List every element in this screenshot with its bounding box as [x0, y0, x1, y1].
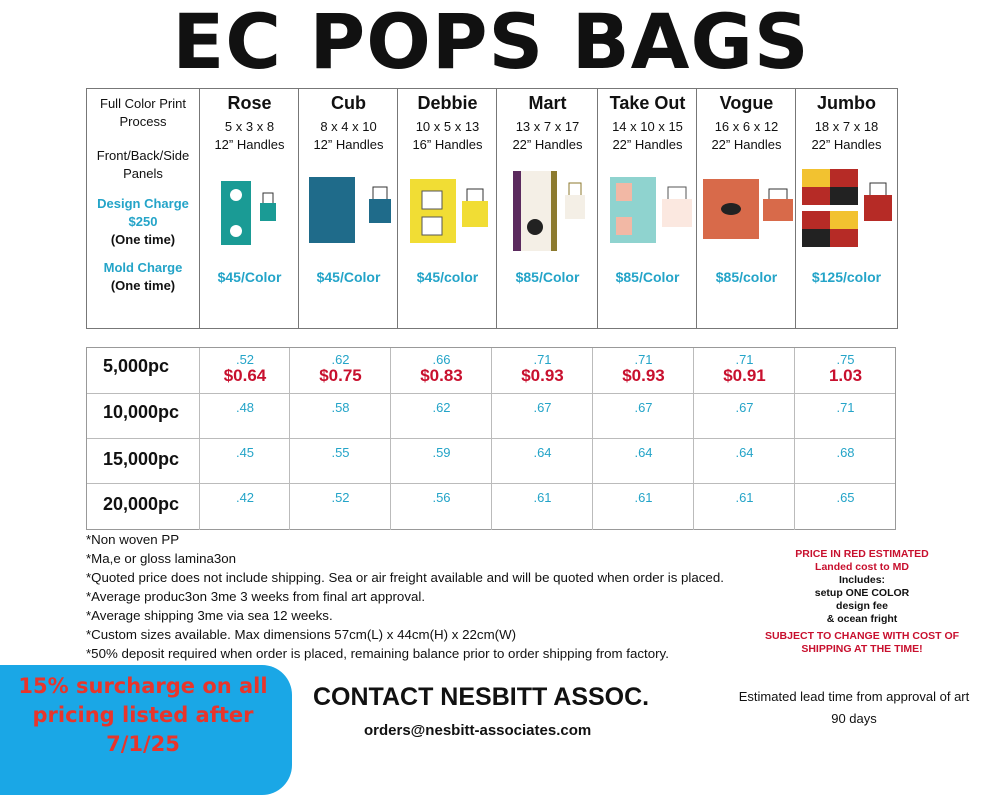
price-cell: .71 $0.93: [491, 348, 593, 393]
price-cell: .45: [199, 439, 290, 484]
price-cell: .71 $0.93: [592, 348, 694, 393]
price-cell: .67: [491, 394, 593, 439]
bag-column-rose: [199, 89, 299, 328]
bag-name: Cub: [331, 93, 366, 113]
price-cell: .65: [794, 484, 896, 530]
price-cell: .71: [794, 394, 896, 439]
price-row-5000: [87, 348, 895, 393]
take-out-bag-image: [608, 169, 696, 249]
bag-spec-table: [86, 88, 898, 329]
price-cell: .52: [289, 484, 391, 530]
mold-price: $85/Color: [615, 269, 680, 285]
price-cell: .48: [199, 394, 290, 439]
bag-dims: 13 x 7 x 17 22” Handles: [512, 119, 583, 152]
estimated-price-note: PRICE IN RED ESTIMATED Landed cost to MD Includes: setup ONE COLOR design fee & ocean fright SUBJECT TO CHANGE WITH COST OF SHIPPING AT THE TIME!: [764, 548, 960, 655]
price-cell: .67: [693, 394, 795, 439]
price-cell: .61: [491, 484, 593, 530]
debbie-bag-image: [406, 169, 496, 249]
price-cell: .75 1.03: [794, 348, 896, 393]
note-item: *Custom sizes available. Max dimensions 57cm(L) x 44cm(H) x 22cm(W): [86, 627, 517, 642]
bag-dims: 5 x 3 x 8 12” Handles: [214, 119, 285, 152]
qty-label: 5,000pc: [103, 356, 170, 376]
price-cell: .67: [592, 394, 694, 439]
price-cell: .66 $0.83: [390, 348, 492, 393]
notes-list: [86, 530, 724, 663]
price-table: [86, 347, 896, 530]
price-cell: .52 $0.64: [199, 348, 290, 393]
page-title: EC POPS BAGS: [172, 0, 810, 86]
bag-name: Jumbo: [816, 93, 876, 113]
mart-bag-image: [511, 165, 595, 255]
mold-charge-label: Mold Charge (One time): [103, 260, 183, 293]
design-charge-label: Design Charge $250 (One time): [97, 196, 189, 247]
bag-column-jumbo: [795, 89, 897, 328]
bag-name: Vogue: [719, 93, 774, 113]
mold-price: $125/color: [811, 269, 882, 285]
bag-dims: 16 x 6 x 12 22” Handles: [711, 119, 782, 152]
price-cell: .61: [693, 484, 795, 530]
qty-label: 10,000pc: [103, 402, 180, 422]
note-item: *Quoted price does not include shipping. Sea or air freight available and will be quoted when order is placed.: [86, 570, 724, 585]
bag-name: Rose: [227, 93, 272, 113]
qty-label: 15,000pc: [103, 449, 180, 469]
bag-column-cub: [298, 89, 398, 328]
jumbo-bag-image: [800, 165, 896, 253]
surcharge-text: 15% surcharge on all pricing listed after 7/1/25: [18, 674, 268, 756]
note-item: *Non woven PP: [86, 532, 180, 547]
bag-dims: 8 x 4 x 10 12” Handles: [313, 119, 384, 152]
price-cell: .62: [390, 394, 492, 439]
bag-column-debbie: [397, 89, 497, 328]
mold-price: $85/Color: [515, 269, 580, 285]
price-row-10000: [87, 393, 895, 439]
price-cell: .61: [592, 484, 694, 530]
price-cell: .64: [592, 439, 694, 484]
qty-label: 20,000pc: [103, 494, 180, 514]
bag-dims: 10 x 5 x 13 16” Handles: [412, 119, 483, 152]
price-cell: .56: [390, 484, 492, 530]
vogue-bag-image: [701, 169, 795, 249]
bag-column-vogue: [696, 89, 796, 328]
process-label: Full Color Print Process: [100, 96, 186, 129]
cub-bag-image: [305, 169, 395, 249]
mold-price: $45/color: [416, 269, 479, 285]
mold-price: $45/Color: [217, 269, 282, 285]
note-item: *50% deposit required when order is placed, remaining balance prior to order shipping from factory.: [86, 646, 669, 661]
mold-price: $85/color: [715, 269, 778, 285]
price-row-20000: [87, 483, 895, 530]
mold-price: $45/Color: [316, 269, 381, 285]
bag-dims: 14 x 10 x 15 22” Handles: [612, 119, 683, 152]
note-item: *Average shipping 3me via sea 12 weeks.: [86, 608, 333, 623]
note-item: *Average produc3on 3me 3 weeks from final art approval.: [86, 589, 426, 604]
bag-dims: 18 x 7 x 18 22” Handles: [811, 119, 882, 152]
bag-name: Take Out: [609, 93, 686, 113]
lead-time: Estimated lead time from approval of art 90 days: [738, 689, 970, 726]
note-item: *Ma,e or gloss lamina3on: [86, 551, 237, 566]
panels-label: Front/Back/Side Panels: [96, 148, 190, 181]
price-cell: .59: [390, 439, 492, 484]
price-row-15000: [87, 438, 895, 484]
price-cell: .62 $0.75: [289, 348, 391, 393]
price-cell: .55: [289, 439, 391, 484]
contact-heading: CONTACT NESBITT ASSOC.: [313, 683, 650, 711]
price-cell: .42: [199, 484, 290, 530]
rose-bag-image: [216, 169, 286, 249]
price-cell: .64: [491, 439, 593, 484]
price-cell: .64: [693, 439, 795, 484]
bag-name: Mart: [528, 93, 567, 113]
price-cell: .58: [289, 394, 391, 439]
bag-column-take-out: [597, 89, 697, 328]
price-cell: .68: [794, 439, 896, 484]
bag-name: Debbie: [417, 93, 478, 113]
contact-email[interactable]: orders@nesbitt-associates.com: [364, 722, 592, 739]
bag-column-mart: [496, 89, 598, 328]
price-cell: .71 $0.91: [693, 348, 795, 393]
spec-label-column: [87, 89, 199, 328]
